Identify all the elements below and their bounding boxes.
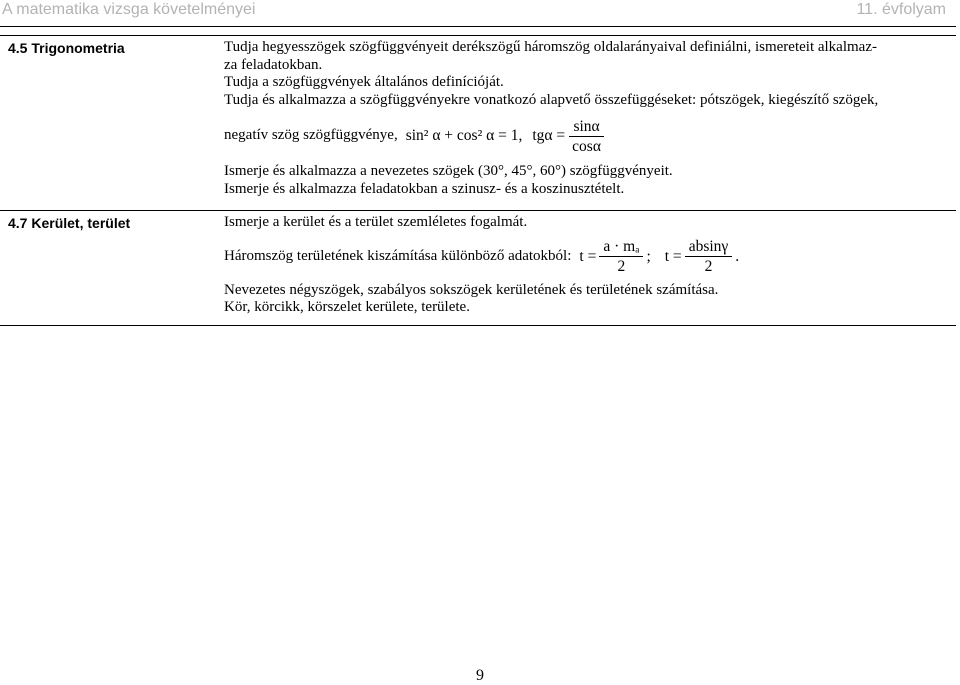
tangent-denominator: cosα [572, 137, 601, 155]
page-number: 9 [476, 667, 484, 684]
area-formula-2-denominator: 2 [704, 258, 713, 275]
requirements-cell [222, 36, 956, 210]
header-divider [0, 26, 956, 27]
running-header [0, 0, 960, 24]
area-formula-2-lhs: t = [664, 247, 682, 265]
formula-intro: negatív szög szögfüggvénye, [224, 127, 398, 144]
requirement-line: Kör, körcikk, körszelet kerülete, területe. [224, 299, 470, 315]
topic-cell: 4.5 Trigonometria [8, 40, 125, 56]
header-grade: 11. évfolyam [856, 1, 946, 18]
area-formula-1-denominator: 2 [617, 258, 626, 275]
requirement-line: Tudja a szögfüggvények általános definícióját. [224, 74, 504, 90]
requirements-cell [222, 211, 956, 325]
requirement-line: Tudja és alkalmazza a szögfüggvényekre vonatkozó alapvető összefüggéseket: pótszögek, kiegészítő szögek, [224, 91, 879, 108]
requirement-line: za feladatokban. [224, 56, 323, 73]
requirements-table [0, 35, 956, 326]
tangent-fraction [568, 117, 605, 156]
area-formula-1-numerator: a · mₐ [599, 237, 643, 257]
area-formula-2-fraction [685, 237, 733, 276]
tangent-numerator: sinα [569, 117, 603, 137]
formula-intro: Háromszög területének kiszámítása különböző adatokból: [224, 247, 572, 264]
formula-separator: ; [646, 247, 651, 265]
area-formula-2-numerator: absinγ [685, 237, 733, 257]
table-row-perimeter-area [0, 211, 956, 326]
requirement-line: Ismerje a kerület és a terület szemléletes fogalmát. [224, 214, 528, 230]
formula-end: . [735, 247, 740, 265]
requirement-line: Tudja hegyesszögek szögfüggvényeit derékszögű háromszög oldalarányaival definiálni, ismereteit alkalmaz- [224, 39, 877, 55]
table-row-trigonometry [0, 35, 956, 211]
tangent-lhs: tgα = [532, 127, 566, 145]
area-formula-1-lhs: t = [579, 247, 597, 265]
trig-formula-line [224, 109, 950, 163]
requirement-line: Ismerje és alkalmazza feladatokban a szinusz- és a koszinusztételt. [224, 180, 625, 197]
topic-cell: 4.7 Kerület, terület [8, 215, 131, 231]
area-formula-line [224, 232, 950, 282]
area-formula-1-fraction [599, 237, 643, 276]
header-title: A matematika vizsga követelményei [2, 1, 256, 18]
requirement-line: Ismerje és alkalmazza a nevezetes szögek (30°, 45°, 60°) szögfüggvényeit. [224, 163, 673, 179]
requirement-line: Nevezetes négyszögek, szabályos sokszögek kerületének és területének számítása. [224, 281, 719, 298]
pythagorean-identity: sin² α + cos² α = 1, [405, 127, 523, 145]
